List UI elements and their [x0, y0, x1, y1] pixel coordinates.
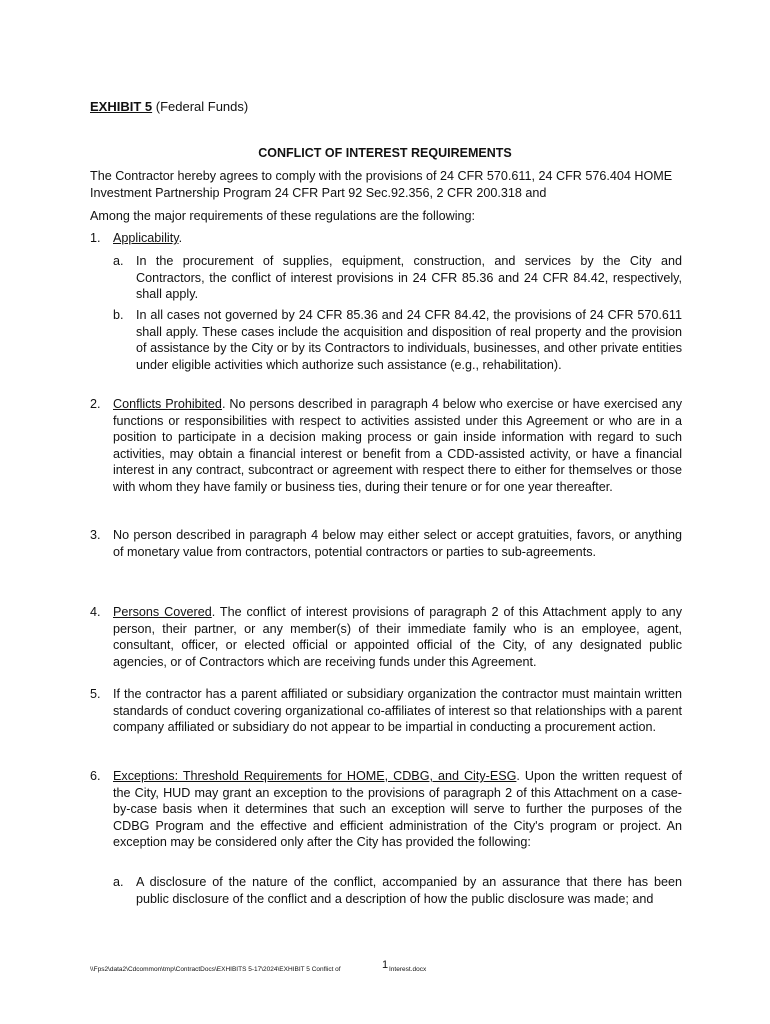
- intro-paragraph: The Contractor hereby agrees to comply with the provisions of 24 CFR 570.611, 24 CFR 576.404 HOME Investment Partnership Program 24 CFR Part 92 Sec.92.356, 2 CFR 200.318 and: [90, 169, 673, 200]
- section-3: [90, 527, 682, 560]
- section-3-number: 3.: [90, 528, 101, 542]
- section-4-text: . The conflict of interest provisions of paragraph 2 of this Attachment apply to any person, their partner, or any member(s) of their immediate family who is an employee, agent, consultant, officer, or elected official or appointed official of the City, of any designated public agencies, or of Contractors which are receiving funds under this Agreement.: [113, 605, 682, 669]
- section-1-number: 1.: [90, 231, 101, 245]
- section-3-text: No person described in paragraph 4 below may either select or accept gratuities, favors, or anything of monetary value from contractors, potential contractors or parties to sub-agreements.: [113, 528, 682, 559]
- section-1a-letter: a.: [113, 254, 124, 268]
- section-1-tail: .: [178, 231, 183, 245]
- section-6a-text: A disclosure of the nature of the conflict, accompanied by an assurance that there has been public disclosure of the conflict and a description of how the public disclosure was made; and: [136, 875, 682, 906]
- section-6a-letter: a.: [113, 875, 124, 889]
- section-4-number: 4.: [90, 605, 101, 619]
- section-2-title: Conflicts Prohibited: [113, 397, 222, 411]
- section-2-number: 2.: [90, 397, 101, 411]
- section-1-title: Applicability: [113, 231, 179, 245]
- section-1: [90, 230, 682, 247]
- section-1b: [113, 307, 682, 373]
- section-1a-text: In the procurement of supplies, equipment, construction, and services by the City and Contractors, the conflict of interest provisions in 24 CFR 85.36 and 24 CFR 84.42, respectively, shall apply.: [136, 254, 682, 302]
- footer-file-name: Interest.docx: [389, 966, 427, 973]
- exhibit-title: [90, 99, 248, 114]
- section-6-title: Exceptions: Threshold Requirements for HOME, CDBG, and City-ESG: [113, 769, 517, 783]
- section-2: [90, 396, 682, 496]
- section-6-number: 6.: [90, 769, 101, 783]
- page-footer: [90, 959, 690, 982]
- section-6a: [113, 874, 682, 907]
- exhibit-label: EXHIBIT 5: [90, 99, 153, 114]
- among-paragraph: Among the major requirements of these regulations are the following:: [90, 209, 476, 223]
- section-1b-letter: b.: [113, 308, 124, 322]
- section-4-title: Persons Covered: [113, 605, 212, 619]
- section-6-text: . Upon the written request of the City, HUD may grant an exception to the provisions of paragraph 2 of this Attachment on a case-by-case basis when it determines that such an exception will serve to further the purposes of the CDBG Program and the effective and efficient administration of the City's program or project. An exception may be considered only after the City has provided the following:: [113, 769, 682, 850]
- section-4: [90, 604, 682, 670]
- section-2-text: . No persons described in paragraph 4 below who exercise or have exercised any functions or responsibilities with respect to activities assisted under this Agreement or who are in a position to participate in a decision making process or gain inside information with regard to such activities, may obtain a financial interest or benefit from a CDD-assisted activity, or have a financial interest in any contract, subcontract or agreement with respect there to either for themselves or those with whom they have family or business ties, during their tenure or for one year thereafter.: [113, 397, 683, 494]
- section-6: [90, 768, 682, 851]
- document-heading: CONFLICT OF INTEREST REQUIREMENTS: [258, 146, 512, 160]
- exhibit-suffix: (Federal Funds): [152, 99, 249, 114]
- page-number: 1: [382, 959, 389, 971]
- section-5-number: 5.: [90, 687, 101, 701]
- section-1b-text: In all cases not governed by 24 CFR 85.36 and 24 CFR 84.42, the provisions of 24 CFR 570.611 shall apply. These cases include the acquisition and disposition of real property and the provision of assistance by the City or by its Contractors to individuals, businesses, and other private entities under eligible activities which authorize such assistance (e.g., rehabilitation).: [136, 308, 682, 372]
- section-5: [90, 686, 682, 736]
- section-5-text: If the contractor has a parent affiliated or subsidiary organization the contractor must maintain written standards of conduct covering organizational co-affiliates of interest so that relationships with a parent company affiliated or subsidiary do not appear to be impartial in conducting a procurement action.: [113, 687, 682, 735]
- section-1a: [113, 253, 682, 303]
- footer-file-path: \\Fps2\data2\Cdcommon\tmp\ContractDocs\EXHIBITS 5-17\2024\EXHIBIT 5 Conflict of: [90, 966, 341, 973]
